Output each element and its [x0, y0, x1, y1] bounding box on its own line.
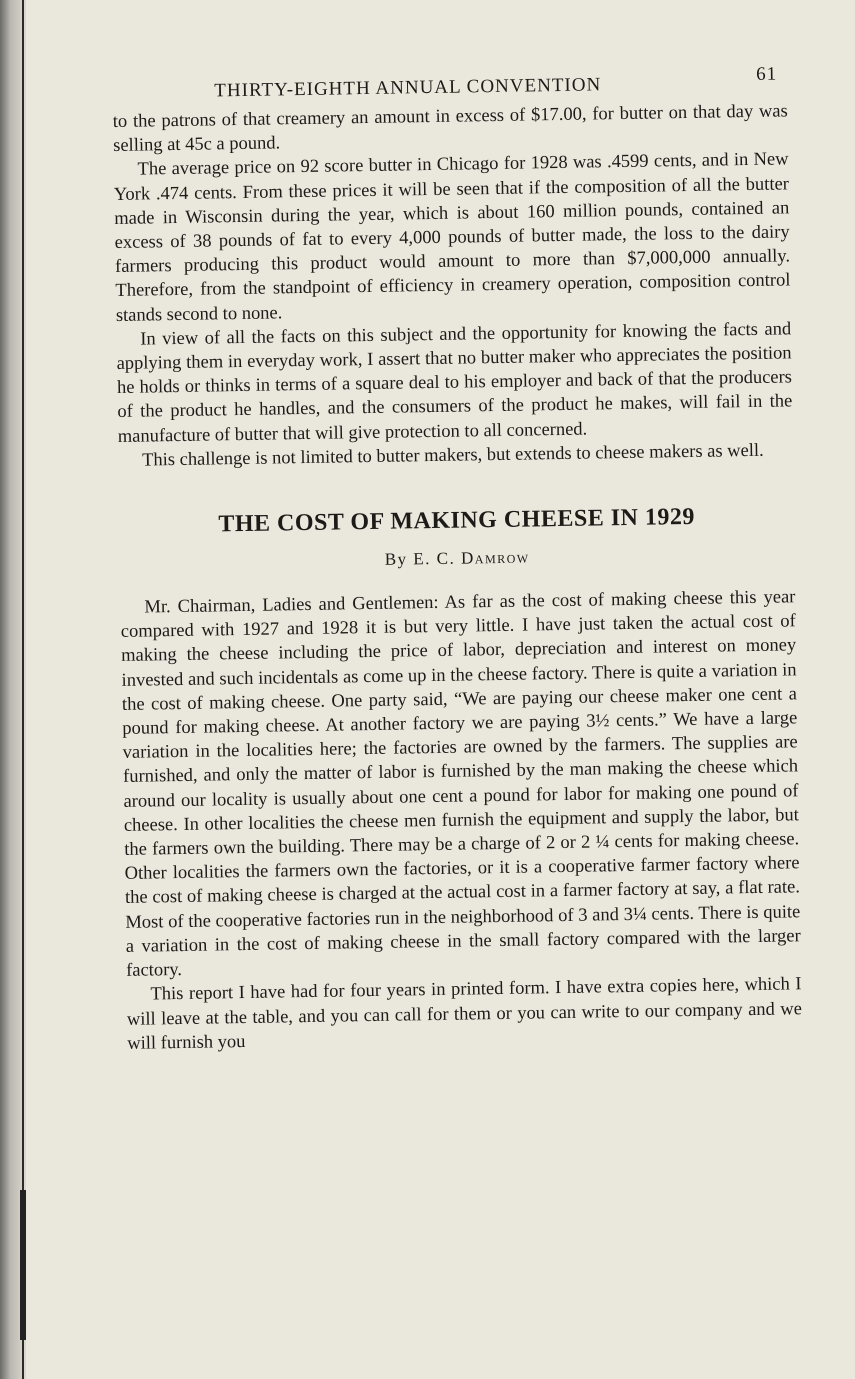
- paragraph: This report I have had for four years in printed form. I have extra copies here, which I will leave at the table, and you can call for them or you can write to our company and we will furnish you: [126, 974, 802, 1054]
- byline: [120, 543, 795, 574]
- document-page: [112, 59, 802, 1055]
- article-title: THE COST OF MAKING CHEESE IN 1929: [218, 503, 696, 538]
- page-number: 61: [755, 63, 778, 85]
- continuation-text: [113, 99, 794, 473]
- article-body: [120, 585, 802, 1055]
- running-title: THIRTY-EIGHTH ANNUAL CONVENTION: [214, 74, 602, 102]
- paragraph: to the patrons of that creamery an amount in excess of $17.00, for butter on that day was selling at 45c a pound.: [112, 101, 788, 157]
- binding-mark: [20, 1190, 26, 1340]
- paragraph: Mr. Chairman, Ladies and Gentlemen: As far as the cost of making cheese this year compared with 1927 and 1928 it is but very little. I have just taken the actual cost of making the cheese including the price of labor, depreciation and interest on money invested and such incidentals as come up in the cheese factory. There is quite a variation in the cost of making cheese. One party said, “We are paying our cheese maker one cent a pound for making cheese. At another factory we are paying 3½ cents.” We have a large variation in the localities here; the factories are owned by the farmers. The supplies are furnished, and only the matter of labor is furnished by the man making the cheese which around our locality is usually about one cent a pound for labor for making one pound of cheese. In other localities the cheese men furnish the equipment and supply the labor, but the farmers own the building. There may be a charge of 2 or 2 ¼ cents for making cheese. Other localities the farmers own the factories, or it is a cooperative farmer factory where the cost of making cheese is charged at the actual cost in a farmer factory at say, a flat rate. Most of the cooperative factories run in the neighborhood of 3 and 3¼ cents. There is quite a variation in the cost of making cheese in the small factory compared with the larger factory.: [120, 587, 801, 981]
- author-name: E. C. Damrow: [413, 547, 530, 569]
- paragraph: In view of all the facts on this subject and the opportunity for knowing the facts and applying them in everyday work, I assert that no butter maker who appreciates the position he holds or thinks in terms of a square deal to his employer and back of that the producers of the product he handles, and the consumers of the product he makes, will fail in the manufacture of butter that will give protection to all concerned.: [116, 319, 793, 447]
- running-header: [112, 59, 787, 102]
- paragraph: The average price on 92 score butter in Chicago for 1928 was .4599 cents, and in New York .474 cents. From these prices it will be seen that if the composition of all the butter made in Wisconsin during the year, which is about 160 million pounds, contained an excess of 38 pounds of fat to every 4,000 pounds of butter made, the loss to the dairy farmers producing this product would amount to more than $7,000,000 annually. Therefore, from the standpoint of efficiency in creamery operation, composition control stands second to none.: [113, 149, 791, 326]
- binding-edge: [22, 0, 24, 1379]
- paragraph: This challenge is not limited to butter makers, but extends to cheese makers as well.: [141, 440, 764, 471]
- byline-prefix: By: [384, 549, 408, 569]
